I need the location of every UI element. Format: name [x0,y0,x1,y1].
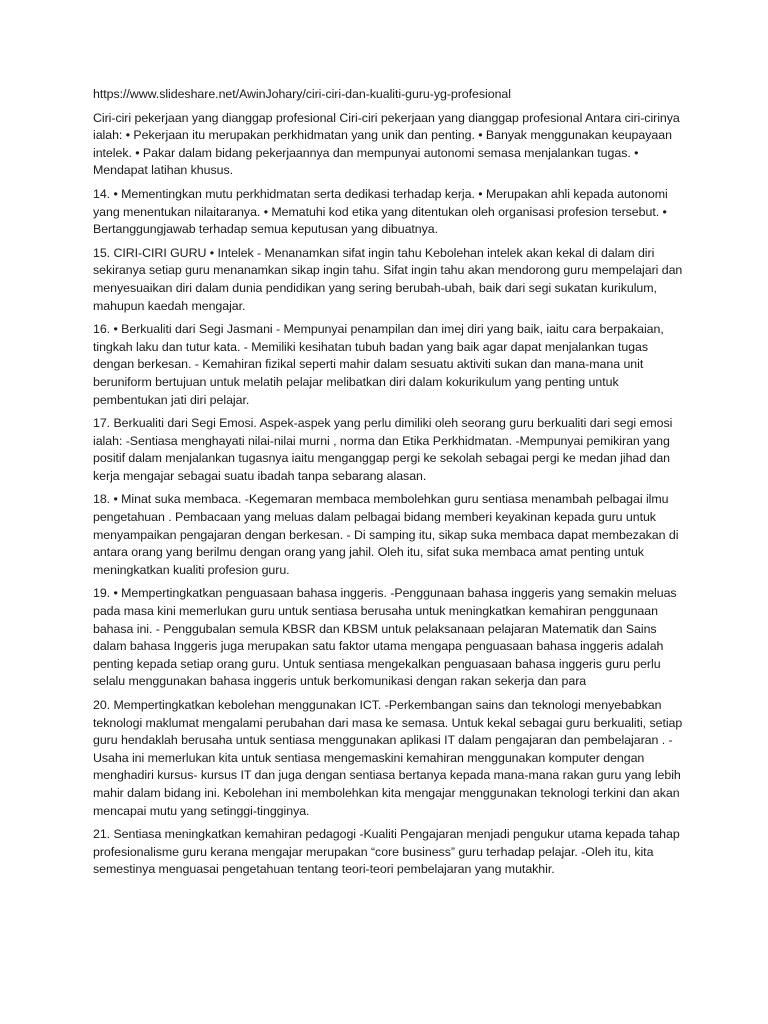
paragraph-14: 14. • Mementingkan mutu perkhidmatan serta dedikasi terhadap kerja. • Merupakan ahli kepada autonomi yang menentukan nilaitaranya. • Mematuhi kod etika yang ditentukan oleh organisasi profesion tersebut. • Bertanggungjawab terhadap semua keputusan yang dibuatnya. [93,186,668,237]
paragraph-19: 19. • Mempertingkatkan penguasaan bahasa inggeris. -Penggunaan bahasa inggeris yang semakin meluas pada masa kini memerlukan guru untuk sentiasa berusaha untuk meningkatkan kemahiran penggunaan bahasa ini. - Penggubalan semula KBSR dan KBSM untuk pelaksanaan pelajaran Matematik dan Sains dalam bahasa Inggeris juga merupakan satu faktor utama mengapa penguasaan bahasa inggeris adalah penting kepada setiap orang guru. Untuk sentiasa mengekalkan penguasaan bahasa inggeris guru perlu selalu menggunakan bahasa inggeris untuk berkomunikasi dengan rakan sekerja dan para [93,586,677,689]
paragraph-16: 16. • Berkualiti dari Segi Jasmani - Mempunyai penampilan dan imej diri yang baik, iaitu cara berpakaian, tingkah laku dan tutur kata. - Memiliki kesihatan tubuh badan yang baik agar dapat menjalankan tugas dengan berkesan. - Kemahiran fizikal seperti mahir dalam sesuatu aktiviti sukan dan mana-mana unit beruniform bertujuan untuk melatih pelajar melibatkan diri dalam kokurikulum yang penting untuk pembentukan jati diri pelajar. [93,322,664,407]
paragraph-21: 21. Sentiasa meningkatkan kemahiran pedagogi -Kualiti Pengajaran menjadi pengukur utama kepada tahap profesionalisme guru kerana mengajar merupakan “core business” guru terhadap pelajar. -Oleh itu, kita semestinya menguasai pengetahuan tentang teori-teori pembelajaran yang mutakhir. [93,827,680,877]
paragraph-20: 20. Mempertingkatkan kebolehan menggunakan ICT. -Perkembangan sains dan teknologi menyebabkan teknologi maklumat mengalami perubahan dari masa ke semasa. Untuk kekal sebagai guru berkualiti, setiap guru hendaklah berusaha untuk sentiasa menggunakan aplikasi IT dalam pengajaran dan pembelajaran . -Usaha ini memerlukan kita untuk sentiasa mengemaskini kemahiran menggunakan komputer dengan menghadiri kursus- kursus IT dan juga dengan sentiasa bertanya kepada mana-mana rakan guru yang lebih mahir dalam bidang ini. Kebolehan ini membolehkan kita mengajar menggunakan teknologi terkini dan akan mencapai mutu yang setinggi-tingginya. [93,698,683,818]
paragraph-18: 18. • Minat suka membaca. -Kegemaran membaca membolehkan guru sentiasa menambah pelbagai ilmu pengetahuan . Pembacaan yang meluas dalam pelbagai bidang memberi keyakinan kepada guru untuk menyampaikan pengajaran dengan berkesan. - Di samping itu, sikap suka membaca dapat membezakan di antara orang yang berilmu dengan orang yang jahil. Oleh itu, sifat suka membaca amat penting untuk meningkatkan kualiti profesion guru. [93,492,679,577]
document-page [93,86,683,885]
paragraph-17: 17. Berkualiti dari Segi Emosi. Aspek-aspek yang perlu dimiliki oleh seorang guru berkualiti dari segi emosi ialah: -Sentiasa menghayati nilai-nilai murni , norma dan Etika Perkhidmatan. -Mempunyai pemikiran yang positif dalam menjalankan tugasnya iaitu menganggap pergi ke sekolah sebagai pergi ke medan jihad dan kerja mengajar sebagai suatu ibadah tanpa sebarang alasan. [93,416,673,483]
paragraph-intro: Ciri-ciri pekerjaan yang dianggap profesional Ciri-ciri pekerjaan yang dianggap profesional Antara ciri-cirinya ialah: • Pekerjaan itu merupakan perkhidmatan yang unik dan penting. • Banyak menggunakan keupayaan intelek. • Pakar dalam bidang pekerjaannya dan mempunyai autonomi semasa menjalankan tugas. • Mendapat latihan khusus. [93,110,680,178]
source-url: https://www.slideshare.net/AwinJohary/ciri-ciri-dan-kualiti-guru-yg-profesional [93,87,511,101]
paragraph-15: 15. CIRI-CIRI GURU • Intelek - Menanamkan sifat ingin tahu Kebolehan intelek akan kekal di dalam diri sekiranya setiap guru menanamkan sikap ingin tahu. Sifat ingin tahu akan mendorong guru mempelajari dan menyesuaikan diri dalam dunia pendidikan yang sering berubah-ubah, baik dari segi sukatan kurikulum, mahupun kaedah mengajar. [93,245,683,313]
